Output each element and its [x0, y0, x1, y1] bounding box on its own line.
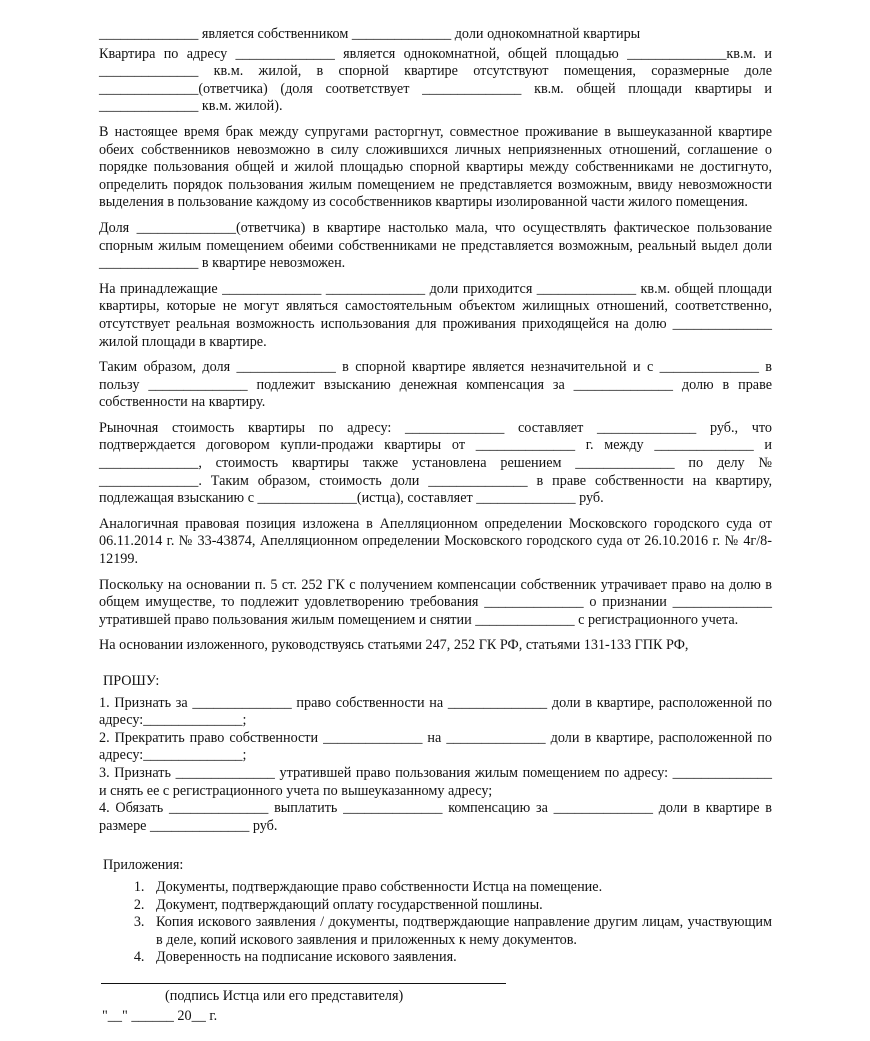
attachment-item: 4. Доверенность на подписание искового заявления. [148, 949, 772, 967]
request-item-1: 1. Признать за ______________ право собственности на ______________ доли в квартире, расположенной по адресу:______________; [99, 694, 772, 729]
paragraph-apartment-description: Квартира по адресу ______________ является однокомнатной, общей площадью ______________кв.м. и ______________ кв.м. жилой, в спорной квартире отсутствуют помещения, соразмерные доле ______________(ответчика) (доля соответствует ______________ кв.м. общей площади квартиры и ______________ кв.м. жилой). [99, 45, 772, 115]
paragraph-article-252: Поскольку на основании п. 5 ст. 252 ГК с получением компенсации собственник утрачивает право на долю в общем имуществе, то подлежит удовлетворению требования ______________ о признании ______________ утратившей право пользования жилым помещением и снятии ______________ с регистрационного учета. [99, 576, 772, 628]
paragraph-share-area: На принадлежащие ______________ ______________ доли приходится ______________ кв.м. общей площади квартиры, которые не могут являться самостоятельным объектом жилищных отношений, соответственно, отсутствует реальная возможность использования для проживания приходящейся на долю ______________ жилой площади в квартире. [99, 280, 772, 350]
paragraph-legal-precedent: Аналогичная правовая позиция изложена в Апелляционном определении Московского городского суда от 06.11.2014 г. № 33-43874, Апелляционном определении Московского городского суда от 26.10.2016 г. № 4г/8-12199. [99, 515, 772, 568]
attachment-item: 2. Документ, подтверждающий оплату государственной пошлины. [148, 897, 772, 915]
paragraph-share-small: Доля ______________(ответчика) в квартире настолько мала, что осуществлять фактическое пользование спорным жилым помещением обеими собственниками не представляется возможным, реальный выдел доли ______________ в квартире невозможен. [99, 219, 772, 272]
attachments-list [99, 879, 772, 967]
paragraph-market-value: Рыночная стоимость квартиры по адресу: ______________ составляет ______________ руб., что подтверждается договором купли-продажи квартиры от ______________ г. между ______________ и ______________, стоимость квартиры также установлена решением ______________ по делу № ______________. Таким образом, стоимость доли ______________ в праве собственности на квартиру, подлежащая взысканию с ______________(истца), составляет ______________ руб. [99, 419, 772, 507]
paragraph-legal-basis: На основании изложенного, руководствуясь статьями 247, 252 ГК РФ, статьями 131-133 ГПК РФ, [99, 637, 689, 654]
signature-date: "__" ______ 20__ г. [102, 1007, 218, 1024]
request-item-2: 2. Прекратить право собственности ______________ на ______________ доли в квартире, расположенной по адресу:______________; [99, 729, 772, 764]
request-item-4: 4. Обязать ______________ выплатить ______________ компенсацию за ______________ доли в квартире в размере ______________ руб. [99, 800, 772, 834]
attachments-title: Приложения: [103, 857, 184, 874]
request-title: ПРОШУ: [103, 673, 160, 689]
paragraph-compensation: Таким образом, доля ______________ в спорной квартире является незначительной и с ______________ в пользу ______________ подлежит взысканию денежная компенсация за ______________ долю в праве собственности на квартиру. [99, 359, 772, 411]
paragraph-marriage-dissolved: В настоящее время брак между супругами расторгнут, совместное проживание в вышеуказанной квартире обеих собственников невозможно в силу сложившихся личных неприязненных отношений, соглашение о порядке пользования общей и жилой площадью спорной квартиры между собственниками не достигнуто, определить порядок пользования жилым помещением не представляется возможным, ввиду невозможности выделения в пользование каждому из сособственников квартиры изолированной части жилого помещения. [99, 123, 772, 211]
paragraph-ownership: ______________ является собственником ______________ доли однокомнатной квартиры [99, 26, 641, 42]
attachment-item: 1. Документы, подтверждающие право собственности Истца на помещение. [148, 879, 772, 897]
request-item-3: 3. Признать ______________ утратившей право пользования жилым помещением по адресу: ______________ и снять ее с регистрационного учета по вышеуказанному адресу; [99, 764, 772, 799]
signature-line [101, 973, 506, 984]
signature-caption: (подпись Истца или его представителя) [165, 987, 404, 1004]
attachment-item: 3. Копия искового заявления / документы, подтверждающие направление другим лицам, участвующим в деле, копий искового заявления и приложенных к нему документов. [148, 914, 772, 949]
